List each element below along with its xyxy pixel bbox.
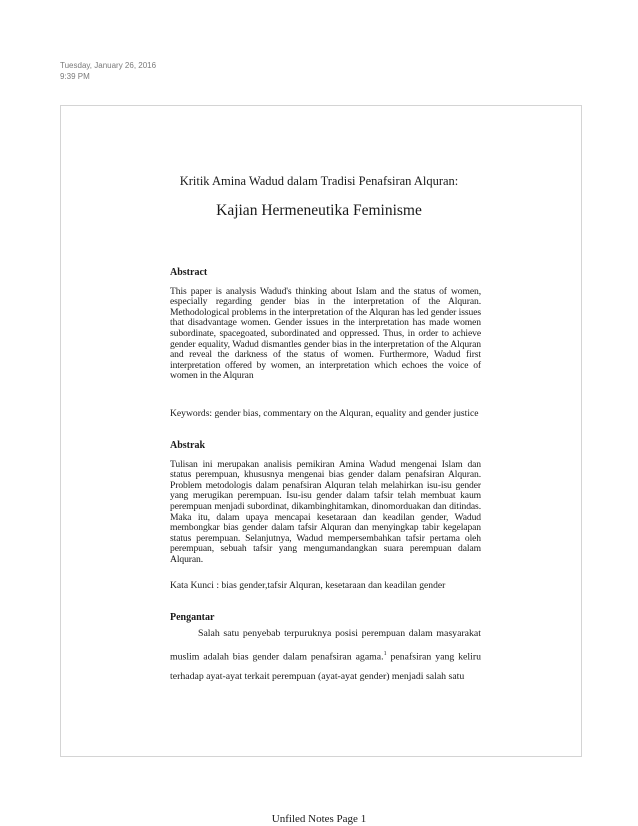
note-time: 9:39 PM xyxy=(60,72,90,81)
abstrak-text: Tulisan ini merupakan analisis pemikiran Amina Wadud mengenai Islam dan status perempuan, khususnya mengenai bias gender dalam penafsiran Alquran. Problem metodologis dalam penafsiran Alquran telah melahirkan isu-isu gender yang merugikan perempuan. Isu-isu gender dalam tafsir telah membuat kaum perempuan menjadi subordinat, dikambinghitamkan, dinomorduakan dan ditindas. Maka itu, dalam upaya mencapai kesetaraan dan keadilan gender, Wadud membongkar bias gender dalam tafsir Alquran dan menyingkap tabir kegelapan status perempuan. Selanjutnya, Wadud mempersembahkan tafsir pertama oleh perempuan, sebuah tafsir yang mengumandangkan suara perempuan dalam Alquran. xyxy=(170,458,481,565)
keywords-line: Keywords: gender bias, commentary on the Alquran, equality and gender justice xyxy=(170,408,479,419)
abstract-heading: Abstract xyxy=(170,267,208,278)
pengantar-text xyxy=(170,624,481,687)
abstract-text: This paper is analysis Wadud's thinking about Islam and the status of women, especially regarding gender bias in the interpretation of the Alquran. Methodological problems in the interpretation of the Alquran has led gender issues that disadvantage women. Gender issues in the interpretation has made women subordinate, spacegoated, subordinated and oppressed. Thus, in order to achieve gender equality, Wadud dismantles gender bias in the interpretation of the Alquran and reveal the darkness of the status of women. Furthermore, Wadud first interpretation offered by women, an interpretation which echoes the voice of women in the Alquran xyxy=(170,285,481,382)
pengantar-text-part1: Salah satu penyebab terpuruknya posisi perempuan dalam masyarakat muslim adalah bias gender dalam penafsiran agama. xyxy=(170,628,481,663)
document-title-line2: Kajian Hermeneutika Feminisme xyxy=(216,202,422,219)
page-footer: Unfiled Notes Page 1 xyxy=(271,813,367,825)
pengantar-section xyxy=(170,613,481,624)
abstrak-section xyxy=(170,441,481,566)
pengantar-text-part2: penafsiran yang keliru terhadap ayat-ayat terkait perempuan (ayat-ayat gender) menjadi salah satu xyxy=(170,651,482,683)
pengantar-heading: Pengantar xyxy=(170,612,215,623)
abstrak-heading: Abstrak xyxy=(170,440,206,451)
note-date: Tuesday, January 26, 2016 xyxy=(60,61,157,70)
abstract-section xyxy=(170,268,481,382)
document-title-line1: Kritik Amina Wadud dalam Tradisi Penafsiran Alquran: xyxy=(179,174,459,188)
kata-kunci-line: Kata Kunci : bias gender,tafsir Alquran, kesetaraan dan keadilan gender xyxy=(170,580,446,591)
footnote-reference: 1 xyxy=(383,651,387,657)
